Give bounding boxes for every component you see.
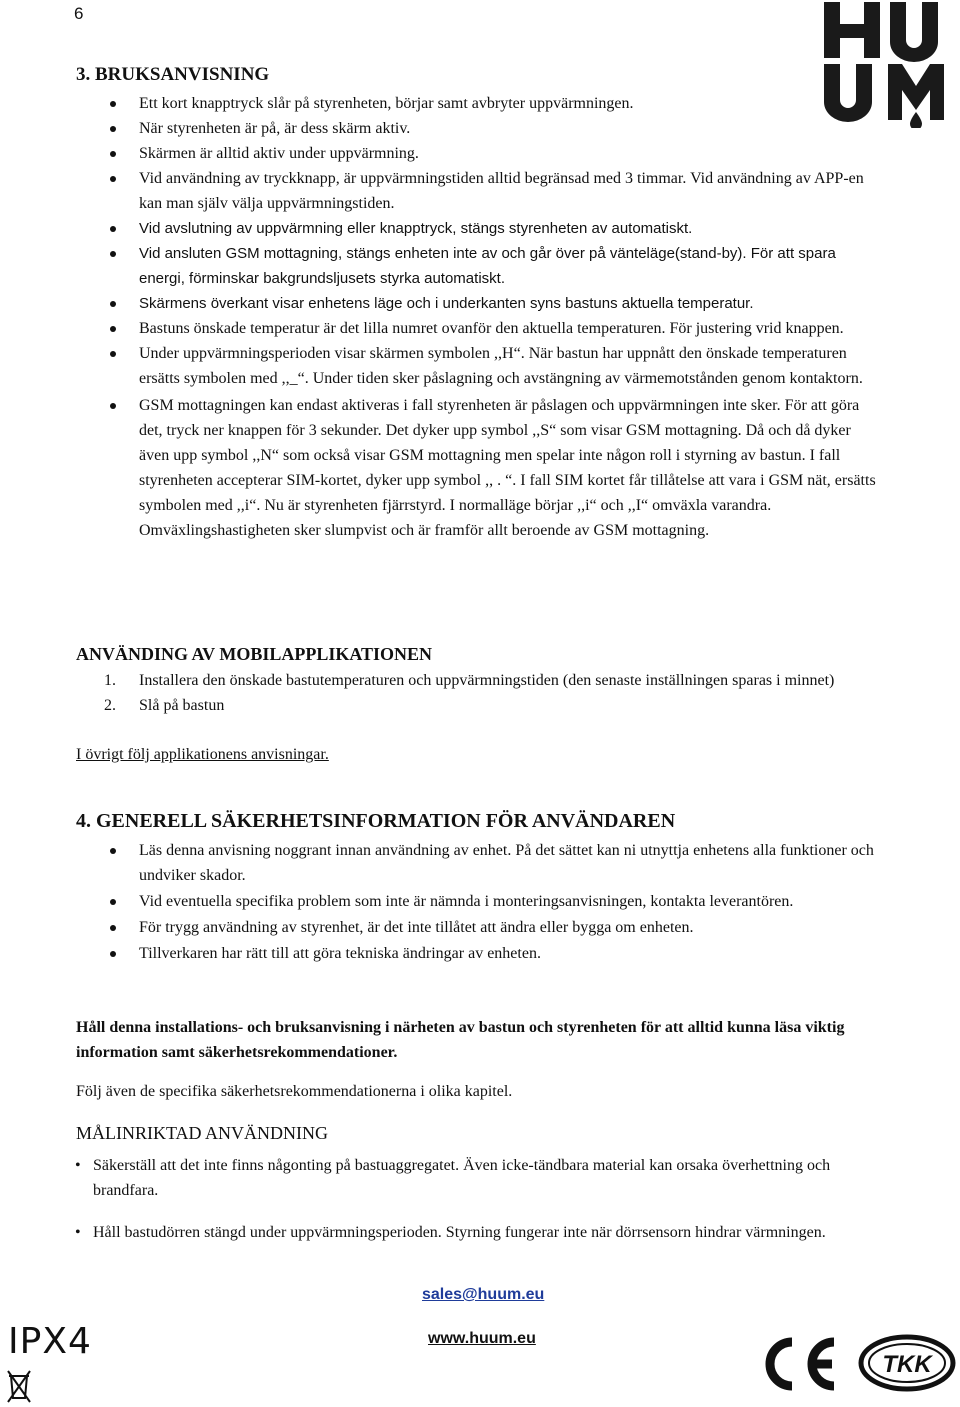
section4-bullet-list: [139, 838, 881, 966]
target-bullet-list: [93, 1153, 853, 1262]
step-text: Installera den önskade bastutemperaturen och uppvärmningstiden (den senaste inställningen sparas i minnet): [139, 672, 835, 689]
target-heading: MÅLINRIKTAD ANVÄNDNING: [76, 1123, 329, 1143]
list-item: • Säkerställ att det inte finns någonting på bastuaggregatet. Även icke-tändbara material kan orsaka överhettning och brandfara.: [93, 1153, 853, 1203]
list-item: Vid ansluten GSM mottagning, stängs enheten inte av och går över på vänteläge(stand-by). För att spara energi, förminskar bakgrundsljusets styrka automatiskt.: [139, 241, 881, 291]
list-item: Bastuns önskade temperatur är det lilla numret ovanför den aktuella temperaturen. För justering vrid knappen.: [139, 316, 881, 341]
section3-heading: 3. BRUKSANVISNING: [76, 64, 270, 85]
list-item: Vid användning av tryckknapp, är uppvärmningstiden alltid begränsad med 3 timmar. Vid användning av APP-en kan man själv välja uppvärmningstiden.: [139, 166, 881, 216]
safety-bold-note: Håll denna installations- och bruksanvisning i närheten av bastun och styrenheten för att alltid kunna läsa viktig information samt säkerhetsrekommendationer.: [76, 1019, 845, 1061]
tkk-logo-icon: [858, 1334, 956, 1392]
list-item: När styrenheten är på, är dess skärm aktiv.: [139, 116, 881, 141]
app-instructions-note: I övrigt följ applikationens anvisningar.: [76, 746, 329, 763]
mobile-heading: ANVÄNDING AV MOBILAPPLIKATIONEN: [76, 644, 433, 664]
step-item: [104, 668, 870, 693]
weee-bin-icon: [6, 1368, 32, 1404]
list-item: Skärmen är alltid aktiv under uppvärmning.: [139, 141, 881, 166]
list-item: Under uppvärmningsperioden visar skärmen symbolen ,,H“. När bastun har uppnått den önskade temperaturen ersätts symbolen med ,,_“. Under tiden sker påslagning och avstängning av värmemotstånden genom kontaktorn.: [139, 341, 881, 391]
list-item: För trygg användning av styrenhet, är det inte tillåtet att ändra eller bygga om enheten.: [139, 915, 881, 940]
list-item: Vid avslutning av uppvärmning eller knapptryck, stängs styrenheten av automatiskt.: [139, 216, 881, 241]
section3-bullet-list: [139, 91, 881, 543]
list-item: Tillverkaren har rätt till att göra tekniska ändringar av enheten.: [139, 941, 881, 966]
step-number: 2.: [104, 697, 116, 714]
step-text: Slå på bastun: [139, 697, 225, 714]
tkk-logo-text: TKK: [882, 1351, 932, 1378]
step-item: [104, 693, 870, 718]
list-item: Vid eventuella specifika problem som inte är nämnda i monteringsanvisningen, kontakta leverantören.: [139, 889, 881, 914]
list-item: GSM mottagningen kan endast aktiveras i fall styrenheten är påslagen och uppvärmningen inte sker. För att göra det, tryck ner knappen för 3 sekunder. Det dyker upp symbol ,,S“ som visar GSM mottagning. Då och då dyker även upp symbol ,,N“ som också visar GSM mottagning men spelar inte någon roll i styrning av bastun. I fall styrenheten accepterar SIM-kortet, dyker upp symbol ,, . “. I fall SIM kortet får tillåtelse att vara i GSM nät, ersätts symbolen med ,,i“. Nu är styrenheten fjärrstyrd. I normalläge börjar ,,i“ och ,,I“ omväxla varandra. Omväxlingshastigheten sker slumpvist och är framför allt beroende av GSM mottagning.: [139, 393, 881, 543]
step-number: 1.: [104, 672, 116, 689]
ce-mark-icon: [756, 1334, 840, 1394]
section4-heading: 4. GENERELL SÄKERHETSINFORMATION FÖR ANVÄNDAREN: [76, 810, 676, 832]
website-link[interactable]: www.huum.eu: [428, 1330, 536, 1347]
list-item: Ett kort knapptryck slår på styrenheten, börjar samt avbryter uppvärmningen.: [139, 91, 881, 116]
list-item: Läs denna anvisning noggrant innan användning av enhet. På det sättet kan ni utnyttja enhetens alla funktioner och undviker skador.: [139, 838, 881, 888]
page-number: 6: [74, 4, 84, 23]
list-item: • Håll bastudörren stängd under uppvärmningsperioden. Styrning fungerar inte när dörrsensorn hindrar värmningen.: [93, 1220, 853, 1245]
list-item: Skärmens överkant visar enhetens läge och i underkanten syns bastuns aktuella temperatur.: [139, 291, 881, 316]
ipx4-mark: IPX4: [8, 1321, 92, 1362]
follow-note: Följ även de specifika säkerhetsrekommendationerna i olika kapitel.: [76, 1083, 513, 1100]
email-link[interactable]: sales@huum.eu: [422, 1286, 545, 1303]
mobile-steps: [104, 668, 870, 718]
